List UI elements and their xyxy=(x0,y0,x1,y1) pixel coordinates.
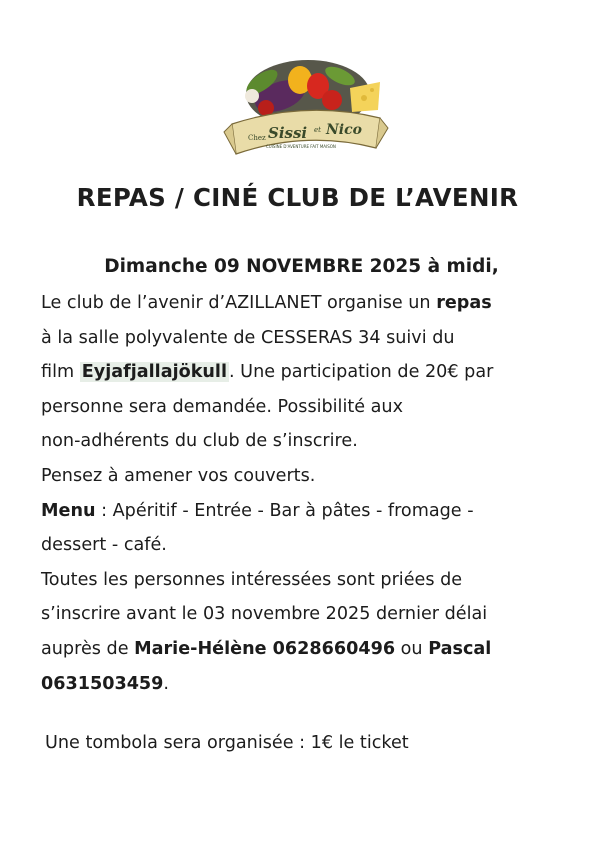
text-line: à la salle polyvalente de CESSERAS 34 suivi du xyxy=(41,327,455,348)
text-line: non-adhérents du club de s’inscrire. xyxy=(41,431,358,452)
film-title: Eyjafjallajökull xyxy=(81,362,227,383)
logo-name-amp: et xyxy=(314,126,321,134)
text-line xyxy=(41,494,571,529)
text-line: Pensez à amener vos couverts. xyxy=(41,465,316,486)
text-line: s’inscrire avant le 03 novembre 2025 dernier délai xyxy=(41,604,488,625)
event-description xyxy=(41,286,571,701)
text-line: Toutes les personnes intéressées sont priées de xyxy=(41,569,463,590)
text-line: personne sera demandée. Possibilité aux xyxy=(41,396,403,417)
logo-name-right: Nico xyxy=(326,122,362,138)
menu-items: : Apéritif - Entrée - Bar à pâtes - fromage - xyxy=(95,500,474,521)
repas-emphasis: repas xyxy=(436,293,492,313)
text-segment: . Une participation de 20€ par xyxy=(229,362,494,383)
text-segment: auprès de xyxy=(41,638,135,659)
text-line xyxy=(41,632,571,667)
menu-label: Menu xyxy=(41,500,96,521)
logo-illustration xyxy=(222,52,390,170)
contact-pascal-name: Pascal xyxy=(428,638,492,659)
text-segment: . xyxy=(163,673,170,694)
tombola-note: Une tombola sera organisée : 1€ le ticket xyxy=(45,733,409,753)
text-line xyxy=(41,355,571,390)
text-segment: ou xyxy=(395,638,429,659)
text-line xyxy=(41,286,571,321)
event-date: Dimanche 09 NOVEMBRE 2025 à midi, xyxy=(104,256,499,277)
logo-name-left: Sissi xyxy=(268,124,308,142)
logo-small-word: Chez xyxy=(248,134,266,142)
page-title: REPAS / CINÉ CLUB DE L’AVENIR xyxy=(76,183,519,212)
contact-pascal-phone: 0631503459 xyxy=(41,673,164,694)
restaurant-logo xyxy=(222,52,390,170)
contact-marie-helene: Marie-Hélène 0628660496 xyxy=(134,638,396,659)
text-segment: film xyxy=(41,362,80,383)
text-line xyxy=(41,667,571,702)
logo-tagline: CUISINE D'AVENTURE FAIT MAISON xyxy=(266,144,336,149)
text-segment: Le club de l’avenir d’AZILLANET organise un xyxy=(41,293,437,313)
text-line: dessert - café. xyxy=(41,535,167,556)
